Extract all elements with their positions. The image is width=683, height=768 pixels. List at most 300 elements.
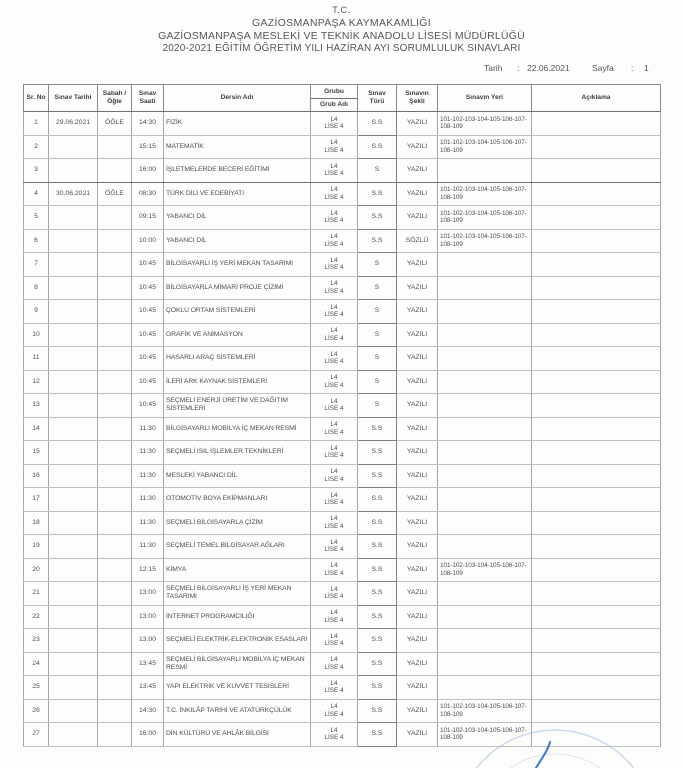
cell-session: [98, 699, 132, 723]
cell-note: [532, 629, 661, 653]
cell-exam-date: [49, 605, 98, 629]
cell-exam-time: 10:45: [132, 370, 164, 394]
col-header-exam-date: Sınav Tarihi: [49, 85, 98, 112]
cell-session: [98, 394, 132, 418]
date-value: 22.06.2021: [527, 63, 570, 73]
cell-exam-place: [438, 159, 532, 183]
cell-exam-format: YAZILI: [397, 370, 438, 394]
date-label: Tarih: [484, 63, 503, 73]
cell-exam-format: YAZILI: [397, 699, 438, 723]
table-row: [24, 135, 661, 159]
cell-course-name: DİN KÜLTÜRÜ VE AHLÂK BİLGİSİ: [164, 723, 311, 747]
group-code: L4: [330, 585, 338, 593]
cell-group: [311, 652, 358, 676]
cell-exam-type: S: [358, 347, 397, 371]
cell-session: [98, 347, 132, 371]
cell-exam-place: [438, 605, 532, 629]
cell-session: [98, 535, 132, 559]
cell-note: [532, 676, 661, 700]
group-code: L4: [330, 280, 338, 288]
group-name: LİSE 4: [324, 146, 344, 154]
cell-exam-place: [438, 370, 532, 394]
cell-note: [532, 511, 661, 535]
group-name: LİSE 4: [324, 217, 344, 225]
cell-exam-time: 11:30: [132, 417, 164, 441]
group-code: L4: [330, 562, 338, 570]
group-code: L4: [330, 515, 338, 523]
cell-exam-time: 10:45: [132, 394, 164, 418]
cell-exam-date: [49, 652, 98, 676]
cell-group: [311, 441, 358, 465]
cell-exam-format: SÖZLÜ: [397, 229, 438, 253]
cell-exam-time: 11:30: [132, 441, 164, 465]
cell-note: [532, 605, 661, 629]
cell-exam-place: 101-102-103-104-105-106-107-108-109: [438, 206, 532, 230]
cell-exam-format: YAZILI: [397, 511, 438, 535]
table-row: [24, 276, 661, 300]
doc-header: [23, 5, 660, 54]
cell-course-name: KİMYA: [164, 558, 311, 582]
cell-exam-date: [49, 699, 98, 723]
cell-sr-no: 24: [24, 652, 49, 676]
group-code: L4: [330, 656, 338, 664]
cell-course-name: SEÇMELİ TEMEL BİLGİSAYAR AĞLARI: [164, 535, 311, 559]
cell-group: [311, 253, 358, 277]
group-code: L4: [330, 468, 338, 476]
cell-session: [98, 652, 132, 676]
cell-group: [311, 370, 358, 394]
group-code: L4: [330, 115, 338, 123]
group-code: L4: [330, 632, 338, 640]
cell-note: [532, 370, 661, 394]
cell-exam-time: 11:30: [132, 488, 164, 512]
cell-note: [532, 159, 661, 183]
cell-note: [532, 347, 661, 371]
cell-note: [532, 535, 661, 559]
group-name: LİSE 4: [324, 734, 344, 742]
cell-exam-format: YAZILI: [397, 347, 438, 371]
cell-sr-no: 9: [24, 300, 49, 324]
cell-course-name: MATEMATİK: [164, 135, 311, 159]
cell-sr-no: 17: [24, 488, 49, 512]
cell-group: [311, 182, 358, 206]
group-name: LİSE 4: [324, 240, 344, 248]
group-name: LİSE 4: [324, 123, 344, 131]
cell-course-name: GRAFİK VE ANİMASYON: [164, 323, 311, 347]
group-code: L4: [330, 538, 338, 546]
table-row: [24, 323, 661, 347]
cell-exam-format: YAZILI: [397, 135, 438, 159]
group-name: LİSE 4: [324, 405, 344, 413]
cell-group: [311, 558, 358, 582]
cell-exam-place: [438, 300, 532, 324]
cell-exam-place: [438, 511, 532, 535]
cell-exam-date: [49, 276, 98, 300]
table-row: [24, 300, 661, 324]
cell-exam-time: 13:00: [132, 582, 164, 606]
cell-session: [98, 206, 132, 230]
cell-exam-format: YAZILI: [397, 723, 438, 747]
cell-exam-place: [438, 629, 532, 653]
cell-session: [98, 605, 132, 629]
group-code: L4: [330, 350, 338, 358]
cell-exam-format: YAZILI: [397, 276, 438, 300]
cell-sr-no: 11: [24, 347, 49, 371]
cell-sr-no: 6: [24, 229, 49, 253]
cell-group: [311, 300, 358, 324]
col-header-sr-no: Sr. No: [24, 85, 49, 112]
cell-exam-place: [438, 464, 532, 488]
group-name: LİSE 4: [324, 640, 344, 648]
cell-exam-format: YAZILI: [397, 629, 438, 653]
table-row: [24, 511, 661, 535]
cell-exam-time: 11:30: [132, 535, 164, 559]
cell-group: [311, 206, 358, 230]
cell-exam-date: [49, 535, 98, 559]
cell-exam-time: 10:45: [132, 253, 164, 277]
cell-group: [311, 464, 358, 488]
cell-course-name: YABANCI DİL: [164, 206, 311, 230]
cell-note: [532, 558, 661, 582]
cell-sr-no: 21: [24, 582, 49, 606]
cell-note: [532, 582, 661, 606]
group-name: LİSE 4: [324, 287, 344, 295]
cell-note: [532, 699, 661, 723]
cell-course-name: YAPI ELEKTRİK VE KUVVET TESİSLERİ: [164, 676, 311, 700]
cell-exam-type: S: [358, 394, 397, 418]
cell-exam-type: S.S: [358, 112, 397, 136]
page-separator: :: [631, 63, 634, 73]
cell-sr-no: 3: [24, 159, 49, 183]
group-code: L4: [330, 609, 338, 617]
group-name: LİSE 4: [324, 475, 344, 483]
col-header-group: [311, 85, 358, 112]
cell-session: [98, 253, 132, 277]
cell-session: ÖĞLE: [98, 182, 132, 206]
cell-exam-date: [49, 488, 98, 512]
seal-inner-ring-icon: [477, 754, 633, 768]
table-row: [24, 605, 661, 629]
cell-course-name: FİZİK: [164, 112, 311, 136]
cell-exam-type: S.S: [358, 582, 397, 606]
cell-session: [98, 676, 132, 700]
cell-sr-no: 12: [24, 370, 49, 394]
cell-course-name: SEÇMELİ BİLGİSAYARLI MOBİLYA İÇ MEKAN RESMİ: [164, 652, 311, 676]
cell-exam-time: 14:30: [132, 112, 164, 136]
cell-exam-date: [49, 394, 98, 418]
cell-sr-no: 4: [24, 182, 49, 206]
cell-sr-no: 8: [24, 276, 49, 300]
date-separator: :: [517, 63, 520, 73]
cell-exam-type: S: [358, 370, 397, 394]
cell-group: [311, 629, 358, 653]
cell-exam-date: [49, 370, 98, 394]
cell-course-name: BİLGİSAYARLI İŞ YERİ MEKAN TASARIMI: [164, 253, 311, 277]
cell-exam-type: S.S: [358, 511, 397, 535]
cell-note: [532, 206, 661, 230]
cell-exam-time: 12:15: [132, 558, 164, 582]
cell-course-name: MESLEKİ YABANCI DİL: [164, 464, 311, 488]
cell-exam-time: 16:00: [132, 159, 164, 183]
cell-session: [98, 488, 132, 512]
cell-exam-place: [438, 652, 532, 676]
cell-group: [311, 276, 358, 300]
cell-session: [98, 417, 132, 441]
cell-sr-no: 20: [24, 558, 49, 582]
cell-exam-type: S.S: [358, 605, 397, 629]
cell-exam-format: YAZILI: [397, 464, 438, 488]
cell-session: [98, 370, 132, 394]
cell-note: [532, 253, 661, 277]
group-name: LİSE 4: [324, 687, 344, 695]
cell-exam-type: S.S: [358, 229, 397, 253]
cell-exam-time: 10:45: [132, 323, 164, 347]
cell-course-name: ÇOKLU ORTAM SİSTEMLERİ: [164, 300, 311, 324]
group-code: L4: [330, 327, 338, 335]
cell-exam-date: [49, 159, 98, 183]
cell-group: [311, 511, 358, 535]
cell-session: [98, 558, 132, 582]
cell-exam-place: 101-102-103-104-105-106-107-108-109: [438, 229, 532, 253]
cell-session: [98, 464, 132, 488]
cell-exam-type: S.S: [358, 488, 397, 512]
table-row: [24, 582, 661, 606]
cell-group: [311, 582, 358, 606]
table-row: [24, 394, 661, 418]
cell-group: [311, 347, 358, 371]
cell-course-name: SEÇMELİ BİLGİSAYARLI İŞ YERİ MEKAN TASARIMI: [164, 582, 311, 606]
cell-exam-time: 13:00: [132, 629, 164, 653]
cell-exam-time: 11:30: [132, 464, 164, 488]
cell-exam-format: YAZILI: [397, 206, 438, 230]
cell-note: [532, 464, 661, 488]
cell-note: [532, 394, 661, 418]
doc-title: 2020-2021 EĞİTİM ÖĞRETİM YILI HAZİRAN AYI SORUMLULUK SINAVLARI: [162, 43, 521, 54]
group-code: L4: [330, 256, 338, 264]
cell-exam-time: 13:00: [132, 605, 164, 629]
cell-exam-place: [438, 676, 532, 700]
cell-exam-time: 13:45: [132, 652, 164, 676]
cell-group: [311, 488, 358, 512]
cell-course-name: OTOMOTİV BOYA EKİPMANLARI: [164, 488, 311, 512]
cell-session: [98, 582, 132, 606]
group-code: L4: [330, 374, 338, 382]
table-row: [24, 652, 661, 676]
cell-session: [98, 229, 132, 253]
group-name: LİSE 4: [324, 452, 344, 460]
cell-exam-type: S.S: [358, 464, 397, 488]
cell-exam-type: S.S: [358, 206, 397, 230]
cell-note: [532, 417, 661, 441]
group-code: L4: [330, 421, 338, 429]
cell-exam-place: [438, 394, 532, 418]
cell-course-name: SEÇMELİ ELEKTRİK-ELEKTRONİK ESASLARI: [164, 629, 311, 653]
cell-group: [311, 535, 358, 559]
group-name: LİSE 4: [324, 522, 344, 530]
cell-exam-time: 16:00: [132, 723, 164, 747]
cell-sr-no: 5: [24, 206, 49, 230]
cell-sr-no: 26: [24, 699, 49, 723]
cell-exam-format: YAZILI: [397, 323, 438, 347]
cell-exam-date: [49, 464, 98, 488]
cell-note: [532, 323, 661, 347]
table-row: [24, 206, 661, 230]
group-code: L4: [330, 139, 338, 147]
table-header-row: [24, 85, 661, 112]
cell-group: [311, 394, 358, 418]
cell-exam-format: YAZILI: [397, 582, 438, 606]
group-name: LİSE 4: [324, 264, 344, 272]
cell-exam-date: [49, 558, 98, 582]
col-header-exam-time: Sınav Saati: [132, 85, 164, 112]
table-row: [24, 558, 661, 582]
cell-session: [98, 300, 132, 324]
table-row: [24, 347, 661, 371]
cell-sr-no: 13: [24, 394, 49, 418]
cell-note: [532, 112, 661, 136]
group-name: LİSE 4: [324, 593, 344, 601]
cell-course-name: İLERİ ARK KAYNAK SİSTEMLERİ: [164, 370, 311, 394]
group-code: L4: [330, 303, 338, 311]
cell-sr-no: 7: [24, 253, 49, 277]
cell-exam-type: S: [358, 159, 397, 183]
table-row: [24, 629, 661, 653]
cell-exam-date: [49, 323, 98, 347]
cell-exam-date: [49, 417, 98, 441]
table-row: [24, 370, 661, 394]
cell-exam-place: [438, 441, 532, 465]
cell-group: [311, 135, 358, 159]
cell-sr-no: 18: [24, 511, 49, 535]
cell-exam-date: [49, 206, 98, 230]
cell-course-name: SEÇMELİ BİLGİSAYARLA ÇİZİM: [164, 511, 311, 535]
cell-exam-type: S.S: [358, 535, 397, 559]
cell-exam-time: 10:45: [132, 276, 164, 300]
cell-sr-no: 19: [24, 535, 49, 559]
cell-sr-no: 25: [24, 676, 49, 700]
table-row: [24, 488, 661, 512]
cell-exam-date: [49, 229, 98, 253]
cell-exam-date: [49, 582, 98, 606]
cell-course-name: İNTERNET PROGRAMCILIĞI: [164, 605, 311, 629]
col-header-exam-place: Sınavın Yeri: [438, 85, 532, 112]
cell-sr-no: 2: [24, 135, 49, 159]
table-row: [24, 182, 661, 206]
cell-exam-time: 11:30: [132, 511, 164, 535]
cell-session: [98, 723, 132, 747]
cell-exam-time: 08:30: [132, 182, 164, 206]
group-code: L4: [330, 703, 338, 711]
table-row: [24, 159, 661, 183]
group-code: L4: [330, 233, 338, 241]
col-header-course-name: Dersin Adı: [164, 85, 311, 112]
cell-sr-no: 14: [24, 417, 49, 441]
cell-exam-time: 10:00: [132, 229, 164, 253]
table-row: [24, 229, 661, 253]
cell-exam-format: YAZILI: [397, 558, 438, 582]
page-value: 1: [644, 63, 649, 73]
group-name: LİSE 4: [324, 663, 344, 671]
cell-exam-place: 101-102-103-104-105-106-107-108-109: [438, 558, 532, 582]
cell-course-name: SEÇMELİ ENERJİ ÜRETİM VE DAĞITIM SİSTEMLERİ: [164, 394, 311, 418]
group-code: L4: [330, 726, 338, 734]
cell-group: [311, 159, 358, 183]
group-name: LİSE 4: [324, 428, 344, 436]
cell-exam-type: S.S: [358, 723, 397, 747]
cell-sr-no: 23: [24, 629, 49, 653]
cell-exam-date: 30.06.2021: [49, 182, 98, 206]
cell-sr-no: 16: [24, 464, 49, 488]
cell-exam-type: S: [358, 276, 397, 300]
cell-exam-format: YAZILI: [397, 417, 438, 441]
col-header-exam-format: Sınavın Şekli: [397, 85, 438, 112]
table-row: [24, 535, 661, 559]
cell-exam-type: S.S: [358, 135, 397, 159]
cell-group: [311, 323, 358, 347]
group-name: LİSE 4: [324, 358, 344, 366]
cell-exam-time: 09:15: [132, 206, 164, 230]
cell-exam-format: YAZILI: [397, 535, 438, 559]
cell-course-name: T.C. İNKILÂP TARİHİ VE ATATÜRKÇÜLÜK: [164, 699, 311, 723]
cell-course-name: YABANCI DİL: [164, 229, 311, 253]
cell-group: [311, 417, 358, 441]
authority-heading: GAZİOSMANPAŞA KAYMAKAMLIĞI: [252, 17, 431, 29]
cell-exam-place: 101-102-103-104-105-106-107-108-109: [438, 723, 532, 747]
cell-note: [532, 276, 661, 300]
cell-group: [311, 723, 358, 747]
exam-schedule-table: [23, 84, 661, 747]
col-header-group-top: Grubu: [311, 85, 357, 99]
cell-note: [532, 135, 661, 159]
cell-sr-no: 1: [24, 112, 49, 136]
cell-course-name: HASARLI ARAÇ SİSTEMLERİ: [164, 347, 311, 371]
cell-exam-place: 101-102-103-104-105-106-107-108-109: [438, 182, 532, 206]
cell-exam-format: YAZILI: [397, 182, 438, 206]
cell-exam-place: [438, 488, 532, 512]
table-row: [24, 441, 661, 465]
cell-session: [98, 135, 132, 159]
cell-course-name: TÜRK DİLİ VE EDEBİYATI: [164, 182, 311, 206]
table-body: [24, 112, 661, 747]
cell-group: [311, 112, 358, 136]
cell-group: [311, 229, 358, 253]
cell-exam-time: 10:45: [132, 347, 164, 371]
cell-exam-type: S.S: [358, 417, 397, 441]
cell-note: [532, 488, 661, 512]
table-row: [24, 676, 661, 700]
group-name: LİSE 4: [324, 311, 344, 319]
group-code: L4: [330, 162, 338, 170]
cell-exam-date: 29.06.2021: [49, 112, 98, 136]
col-header-exam-type: Sınav Türü: [358, 85, 397, 112]
table-row: [24, 723, 661, 747]
cell-exam-format: YAZILI: [397, 605, 438, 629]
cell-exam-date: [49, 441, 98, 465]
cell-exam-type: S.S: [358, 182, 397, 206]
group-name: LİSE 4: [324, 710, 344, 718]
cell-exam-place: [438, 323, 532, 347]
cell-session: [98, 441, 132, 465]
cell-exam-format: YAZILI: [397, 394, 438, 418]
col-header-session: Sabah / Öğle: [98, 85, 132, 112]
tc-heading: T.C.: [332, 5, 351, 15]
cell-course-name: BİLGİSAYARLI MOBİLYA İÇ MEKAN RESMİ: [164, 417, 311, 441]
cell-exam-place: [438, 253, 532, 277]
col-header-note: Açıklama: [532, 85, 661, 112]
cell-exam-date: [49, 300, 98, 324]
table-row: [24, 112, 661, 136]
cell-exam-place: 101-102-103-104-105-106-107-108-109: [438, 135, 532, 159]
